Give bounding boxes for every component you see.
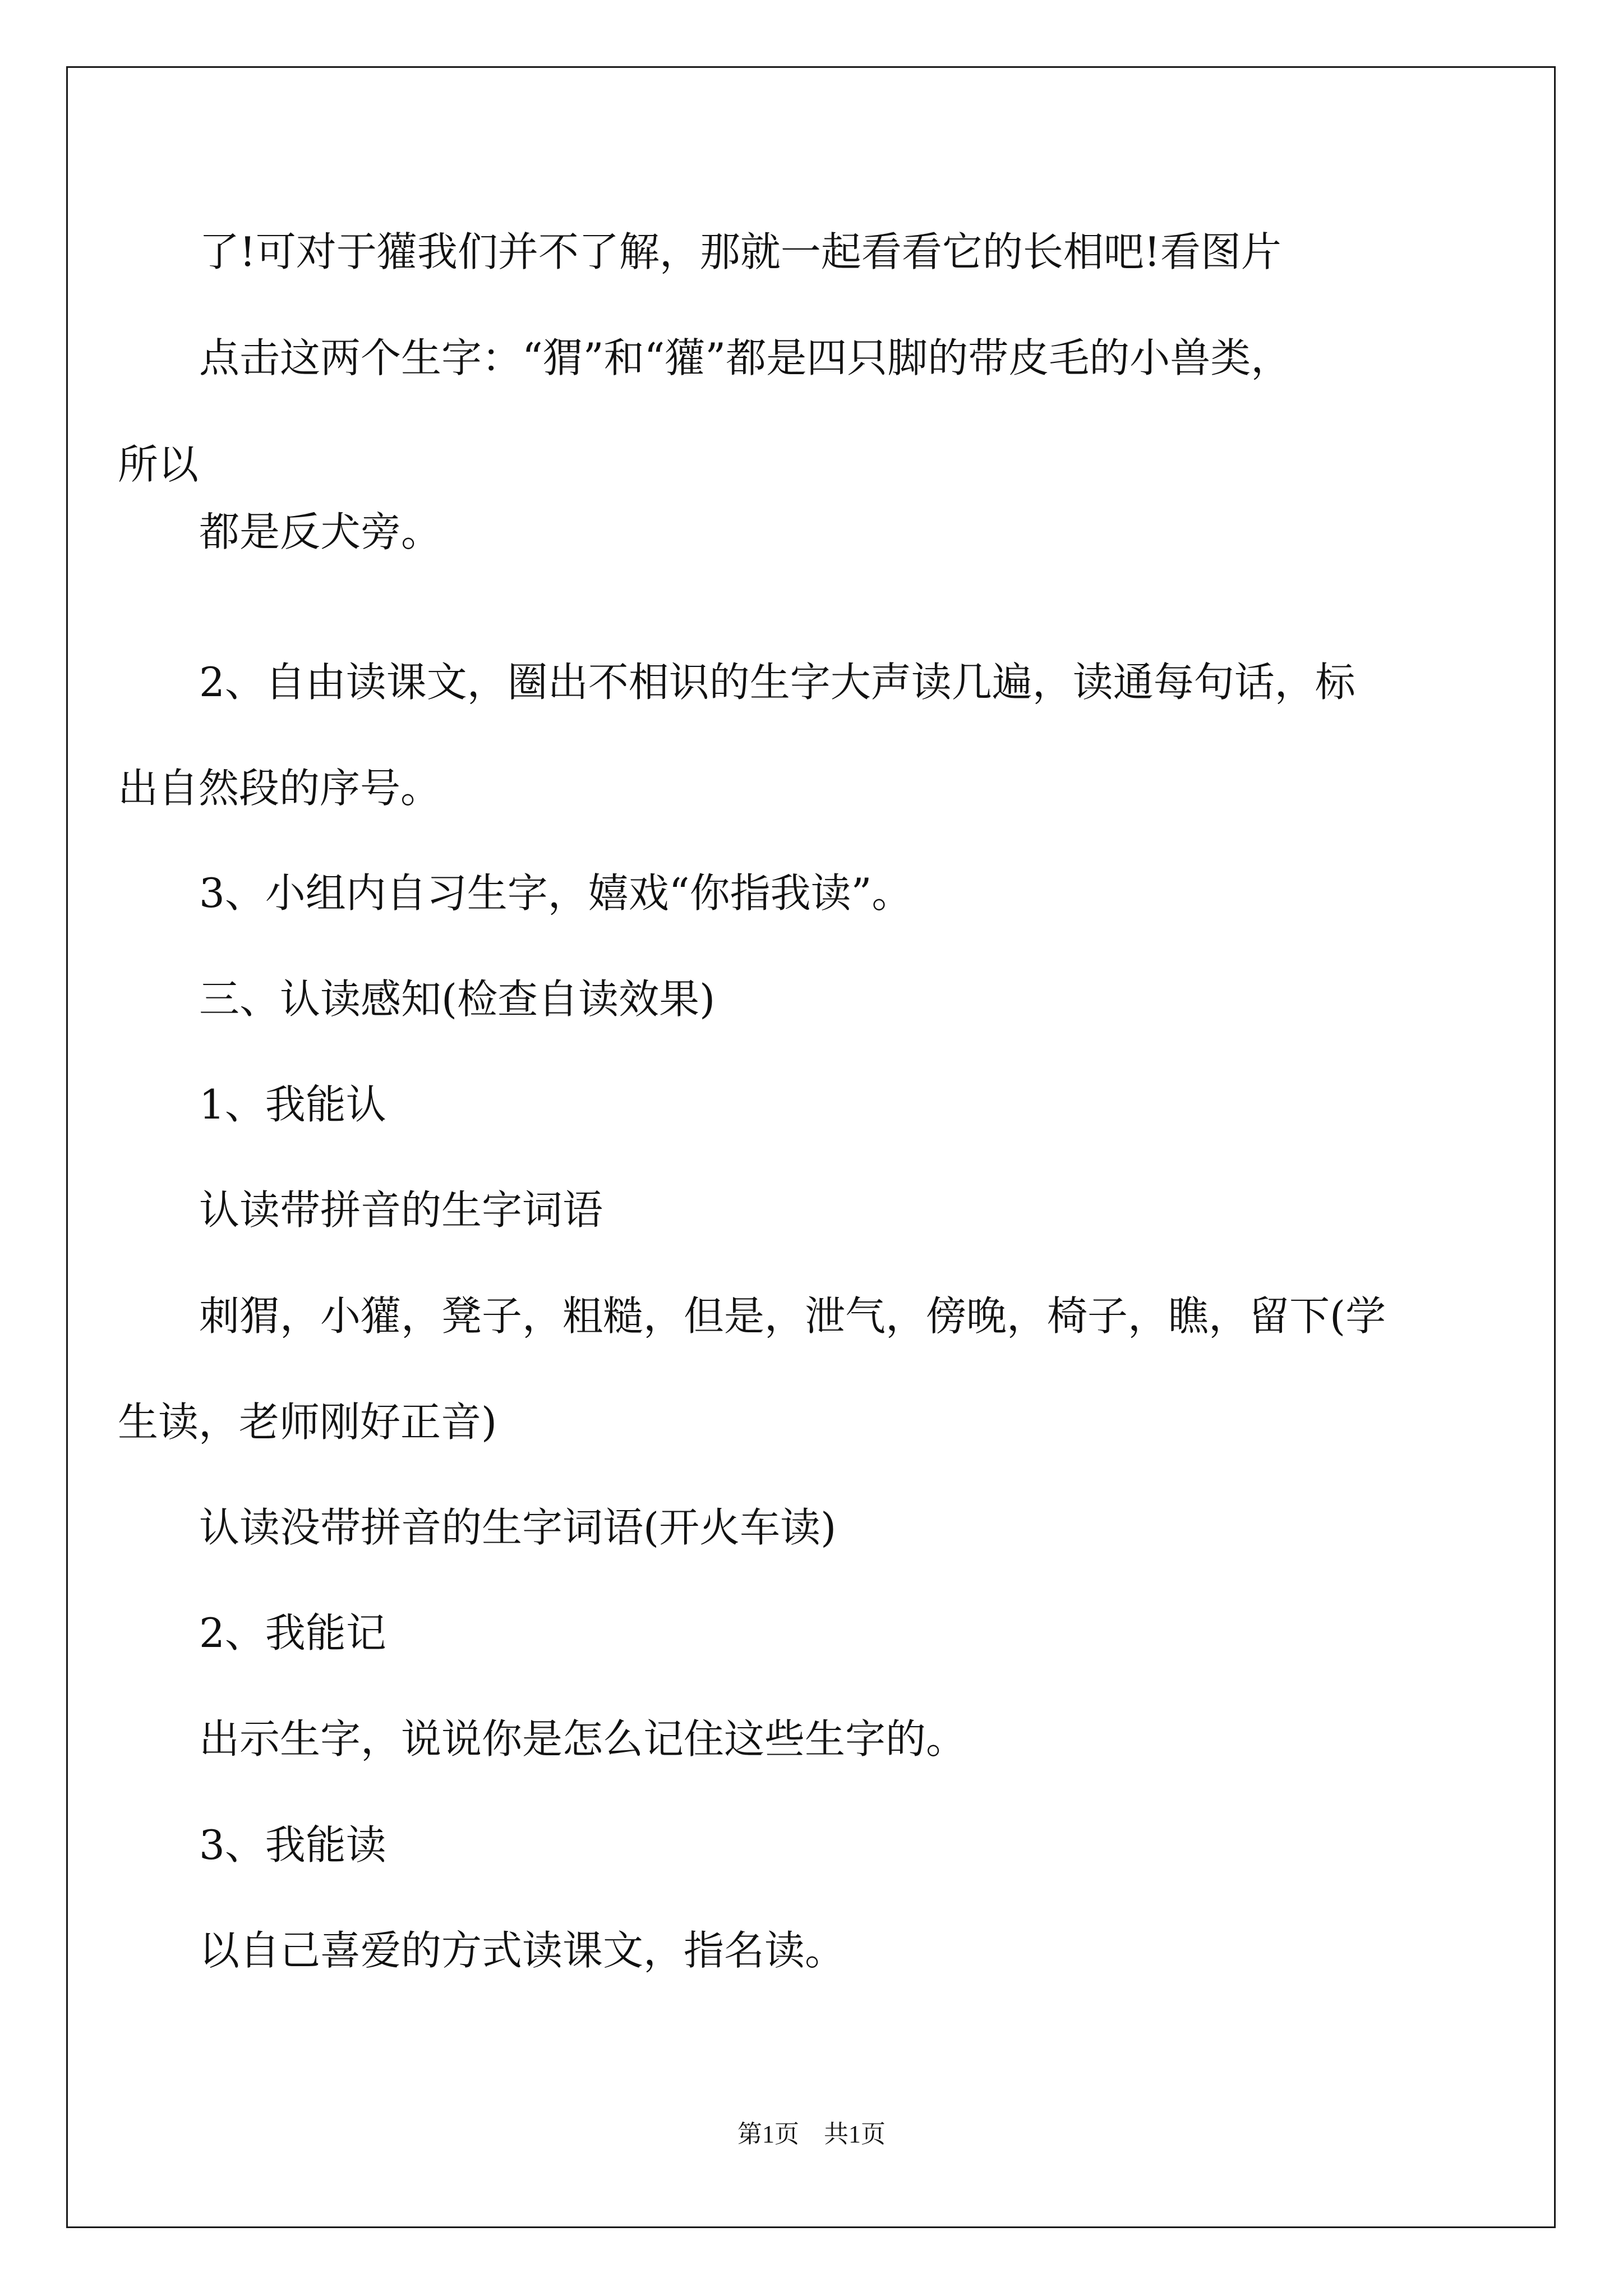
paragraph-continuation: 生读，老师刚好正音)	[118, 1398, 497, 1446]
paragraph: 了!可对于獾我们并不了解，那就一起看看它的长相吧!看图片	[199, 228, 1281, 275]
page-footer	[0, 2122, 1623, 2147]
subheading: 2、我能记	[199, 1609, 386, 1657]
paragraph: 点击这两个生字：“猬”和“獾”都是四只脚的带皮毛的小兽类，	[199, 334, 1292, 381]
paragraph-continuation: 出自然段的序号。	[118, 765, 441, 812]
paragraph: 2、自由读课文，圈出不相识的生字大声读几遍，读通每句话，标	[199, 659, 1355, 706]
page-number: 第1页	[737, 2120, 799, 2148]
subheading: 3、我能读	[199, 1821, 386, 1869]
section-heading: 三、认读感知(检查自读效果)	[199, 976, 716, 1023]
paragraph: 3、小组内自习生字，嬉戏“你指我读”。	[199, 869, 912, 917]
paragraph: 刺猬，小獾，凳子，粗糙，但是，泄气，傍晚，椅子，瞧，留下(学	[199, 1292, 1386, 1340]
paragraph: 出示生字，说说你是怎么记住这些生字的。	[199, 1715, 967, 1763]
subheading: 1、我能认	[199, 1081, 386, 1128]
paragraph: 认读带拼音的生字词语	[199, 1186, 603, 1234]
paragraph: 认读没带拼音的生字词语(开火车读)	[199, 1504, 837, 1551]
paragraph-continuation: 所以	[118, 441, 199, 488]
page-total: 共1页	[824, 2120, 886, 2148]
page-border	[66, 66, 1556, 2228]
paragraph: 以自己喜爱的方式读课文，指名读。	[199, 1927, 846, 1974]
paragraph: 都是反犬旁。	[199, 508, 442, 555]
